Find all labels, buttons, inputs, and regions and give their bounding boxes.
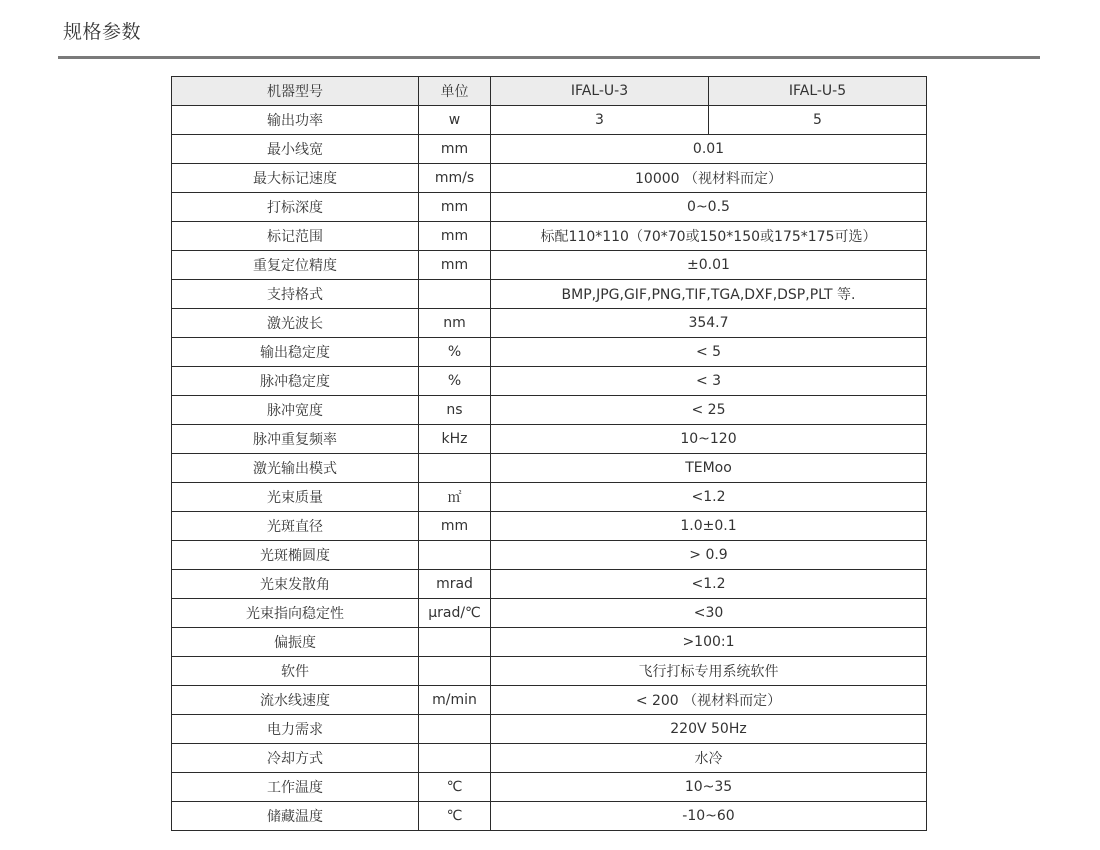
param-name-cell: 软件 <box>172 657 419 686</box>
table-row <box>172 309 927 338</box>
param-unit-cell: ℃ <box>419 802 491 831</box>
section-header <box>58 0 1040 59</box>
table-row <box>172 628 927 657</box>
param-unit-cell: % <box>419 338 491 367</box>
table-row <box>172 135 927 164</box>
table-row <box>172 280 927 309</box>
table-row <box>172 599 927 628</box>
param-value-cell: 标配110*110（70*70或150*150或175*175可选） <box>491 222 927 251</box>
param-name-cell: 脉冲稳定度 <box>172 367 419 396</box>
param-unit-cell: μrad/℃ <box>419 599 491 628</box>
table-row <box>172 396 927 425</box>
spec-table <box>171 76 927 831</box>
param-value-cell: TEMoo <box>491 454 927 483</box>
param-name-cell: 光斑直径 <box>172 512 419 541</box>
param-unit-cell <box>419 628 491 657</box>
param-unit-cell: mm <box>419 135 491 164</box>
header-cell-model-a: IFAL-U-3 <box>491 77 709 106</box>
param-value-cell: 0.01 <box>491 135 927 164</box>
table-row <box>172 715 927 744</box>
param-value-cell: < 25 <box>491 396 927 425</box>
param-value-cell: < 3 <box>491 367 927 396</box>
param-value-cell: >100:1 <box>491 628 927 657</box>
param-value-cell: 10000 （视材料而定） <box>491 164 927 193</box>
param-name-cell: 冷却方式 <box>172 744 419 773</box>
param-unit-cell: mm <box>419 251 491 280</box>
table-row <box>172 193 927 222</box>
table-row <box>172 222 927 251</box>
header-cell-name: 机器型号 <box>172 77 419 106</box>
param-unit-cell: ns <box>419 396 491 425</box>
param-name-cell: 储藏温度 <box>172 802 419 831</box>
param-name-cell: 支持格式 <box>172 280 419 309</box>
param-value-cell: 354.7 <box>491 309 927 338</box>
param-value-cell: 10~120 <box>491 425 927 454</box>
param-name-cell: 光束指向稳定性 <box>172 599 419 628</box>
param-value-cell: <1.2 <box>491 483 927 512</box>
header-cell-unit: 单位 <box>419 77 491 106</box>
table-row <box>172 164 927 193</box>
header-cell-model-b: IFAL-U-5 <box>709 77 927 106</box>
param-name-cell: 激光输出模式 <box>172 454 419 483</box>
param-value-cell: < 200 （视材料而定） <box>491 686 927 715</box>
table-row <box>172 541 927 570</box>
section-title: 规格参数 <box>63 21 142 43</box>
table-row <box>172 657 927 686</box>
param-value-cell: ±0.01 <box>491 251 927 280</box>
param-name-cell: 最大标记速度 <box>172 164 419 193</box>
param-name-cell: 标记范围 <box>172 222 419 251</box>
param-unit-cell <box>419 715 491 744</box>
param-name-cell: 光束发散角 <box>172 570 419 599</box>
param-name-cell: 电力需求 <box>172 715 419 744</box>
param-value-cell: < 5 <box>491 338 927 367</box>
param-unit-cell: % <box>419 367 491 396</box>
table-row <box>172 802 927 831</box>
param-value-cell-b: 5 <box>709 106 927 135</box>
param-value-cell: 1.0±0.1 <box>491 512 927 541</box>
table-header-row <box>172 77 927 106</box>
table-row <box>172 454 927 483</box>
param-unit-cell <box>419 280 491 309</box>
table-row <box>172 570 927 599</box>
param-value-cell: 10~35 <box>491 773 927 802</box>
table-row <box>172 686 927 715</box>
param-unit-cell: ㎡ <box>419 483 491 512</box>
param-value-cell: 0~0.5 <box>491 193 927 222</box>
table-row <box>172 512 927 541</box>
spec-table-body <box>172 77 927 831</box>
param-unit-cell: kHz <box>419 425 491 454</box>
param-name-cell: 最小线宽 <box>172 135 419 164</box>
param-unit-cell: nm <box>419 309 491 338</box>
param-name-cell: 工作温度 <box>172 773 419 802</box>
table-row <box>172 773 927 802</box>
param-value-cell: 220V 50Hz <box>491 715 927 744</box>
param-value-cell: BMP,JPG,GIF,PNG,TIF,TGA,DXF,DSP,PLT 等. <box>491 280 927 309</box>
param-unit-cell: w <box>419 106 491 135</box>
param-unit-cell: mrad <box>419 570 491 599</box>
param-unit-cell: ℃ <box>419 773 491 802</box>
param-unit-cell <box>419 454 491 483</box>
param-value-cell: > 0.9 <box>491 541 927 570</box>
param-unit-cell <box>419 541 491 570</box>
param-value-cell: <30 <box>491 599 927 628</box>
table-row <box>172 483 927 512</box>
param-value-cell: 飞行打标专用系统软件 <box>491 657 927 686</box>
param-unit-cell <box>419 744 491 773</box>
table-row <box>172 367 927 396</box>
param-unit-cell <box>419 657 491 686</box>
param-value-cell: <1.2 <box>491 570 927 599</box>
param-name-cell: 输出稳定度 <box>172 338 419 367</box>
param-value-cell: -10~60 <box>491 802 927 831</box>
table-row <box>172 425 927 454</box>
param-name-cell: 输出功率 <box>172 106 419 135</box>
param-name-cell: 偏振度 <box>172 628 419 657</box>
param-unit-cell: mm <box>419 193 491 222</box>
param-unit-cell: mm <box>419 222 491 251</box>
param-name-cell: 光束质量 <box>172 483 419 512</box>
param-name-cell: 脉冲重复频率 <box>172 425 419 454</box>
table-row <box>172 338 927 367</box>
param-value-cell: 水冷 <box>491 744 927 773</box>
table-row <box>172 251 927 280</box>
table-row <box>172 106 927 135</box>
param-unit-cell: mm/s <box>419 164 491 193</box>
param-name-cell: 流水线速度 <box>172 686 419 715</box>
param-unit-cell: m/min <box>419 686 491 715</box>
table-row <box>172 744 927 773</box>
param-name-cell: 光斑椭圆度 <box>172 541 419 570</box>
param-unit-cell: mm <box>419 512 491 541</box>
param-name-cell: 激光波长 <box>172 309 419 338</box>
param-name-cell: 脉冲宽度 <box>172 396 419 425</box>
param-name-cell: 重复定位精度 <box>172 251 419 280</box>
param-name-cell: 打标深度 <box>172 193 419 222</box>
param-value-cell-a: 3 <box>491 106 709 135</box>
